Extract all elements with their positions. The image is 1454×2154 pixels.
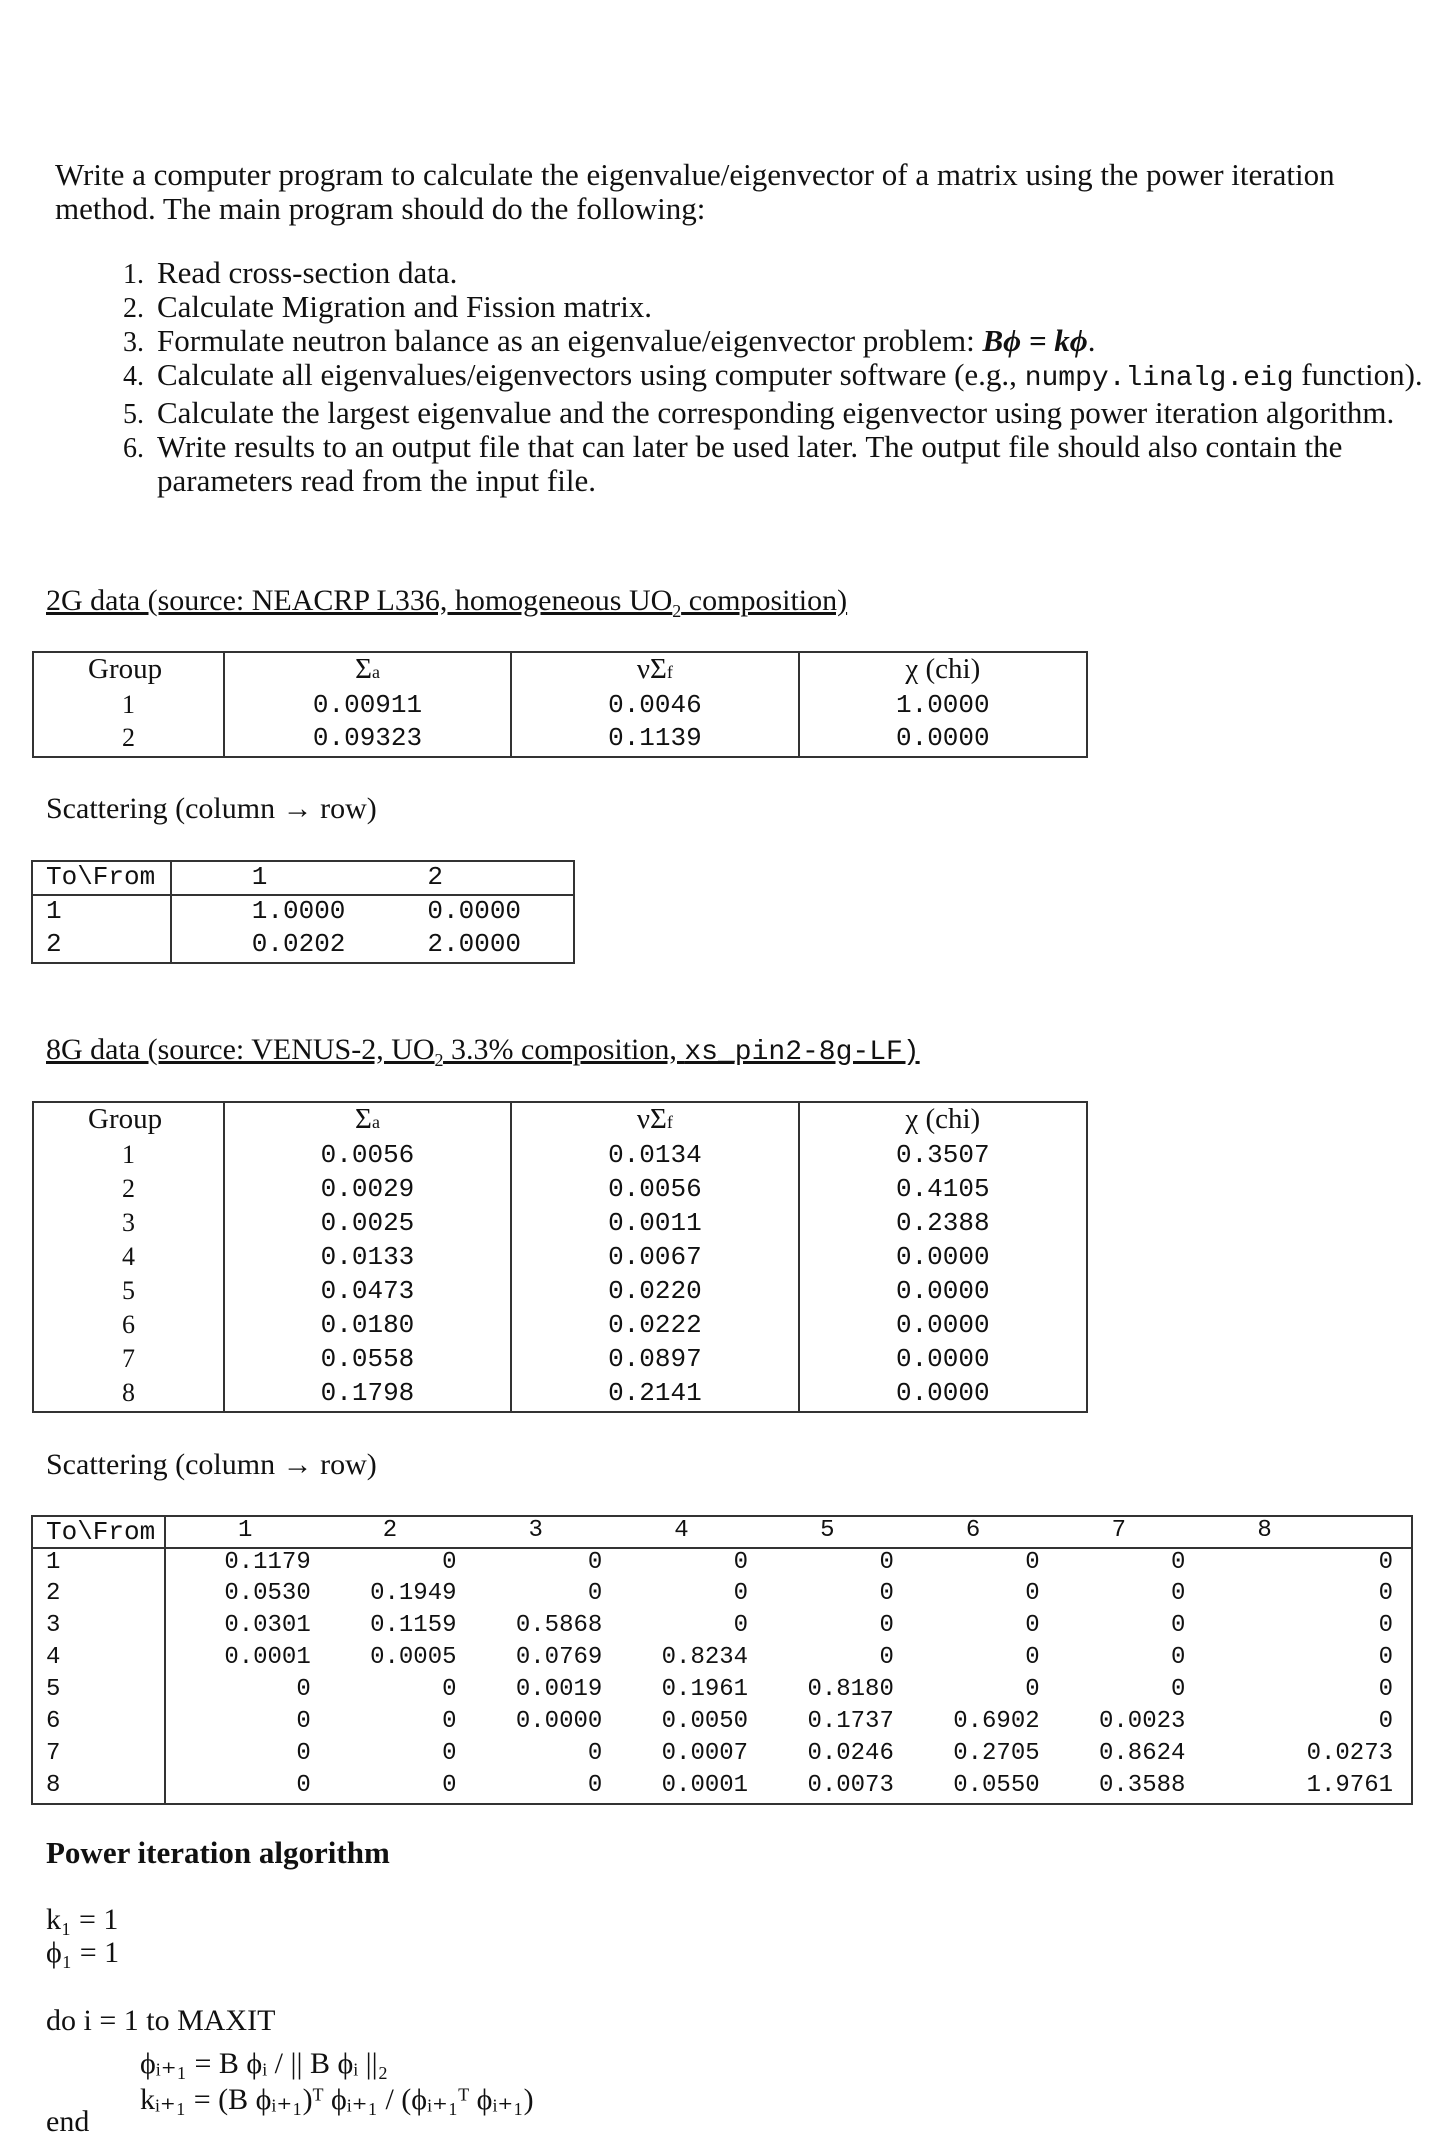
matrix-cell: 0.0001 [224,1644,311,1671]
corner-cell: To\From [32,1516,165,1548]
row-header: 4 [32,1644,165,1676]
nu-sigma-f-cell: 0.1139 [511,723,798,757]
step-item [151,290,1454,324]
scattering-row [32,1772,1412,1804]
row-header: 8 [32,1772,165,1804]
matrix-cell: 0 [1025,1549,1040,1576]
heading-text: 3.3% composition, [443,1033,685,1066]
chi-cell: 0.4105 [895,1174,990,1204]
matrix-cell: 0.0019 [515,1676,603,1703]
nu-sigma-f-cell: 0.0897 [511,1344,798,1378]
matrix-cell: 0.1949 [370,1580,457,1607]
matrix-cell: 0 [587,1549,603,1576]
matrix-cell: 0.0769 [515,1644,603,1671]
intro-paragraph: Write a computer program to calculate the eigenvalue/eigenvector of a matrix using the power iteration method. The main program should do the following: [55,157,1335,226]
chi-cell: 0.0000 [895,1276,990,1306]
matrix-cell: 0 [1378,1612,1393,1639]
sigma-a-cell: 0.0056 [224,1140,511,1174]
nu-sigma-f-cell: 0.0222 [511,1310,798,1344]
step-item [151,396,1454,430]
matrix-cell: 2.0000 [427,929,522,959]
group-cell: 4 [33,1242,224,1276]
group-cell: 1 [33,690,224,723]
matrix-cell: 0 [296,1740,311,1767]
matrix-cell: 0 [1171,1549,1186,1576]
heading-text: 2G data (source: NEACRP L336, homogeneous UO [46,584,673,617]
matrix-cell: 0 [296,1708,311,1735]
matrix-cell: 0 [296,1772,311,1799]
matrix-cell: 0 [296,1676,311,1703]
matrix-cell: 0 [733,1580,749,1607]
matrix-cell: 0.0550 [953,1772,1040,1799]
sigma-a-cell: 0.0558 [224,1344,511,1378]
col-header-sigma-a: Σa [224,1102,511,1140]
matrix-cell: 0.0000 [515,1708,603,1735]
xs-table-2g [32,651,1088,758]
nu-sigma-f-cell: 0.0134 [511,1140,798,1174]
chi-cell: 0.0000 [895,723,990,753]
nu-sigma-f-cell: 0.0046 [511,690,798,723]
col-header: 1 [237,1517,253,1544]
row-header: 5 [32,1676,165,1708]
step-text: Calculate Migration and Fission matrix. [157,289,653,324]
group-cell: 1 [33,1140,224,1174]
group-cell: 8 [33,1378,224,1412]
matrix-cell: 0 [1025,1644,1040,1671]
row-header: 1 [32,895,171,929]
sigma-a-cell: 0.1798 [224,1378,511,1412]
row-header: 6 [32,1708,165,1740]
algorithm-end: end [46,2105,90,2138]
matrix-cell: 0 [1171,1612,1186,1639]
col-header: 6 [965,1517,981,1544]
matrix-cell: 0 [733,1549,749,1576]
heading-2g [46,584,847,622]
equation: Bϕ = kϕ [982,323,1088,358]
matrix-cell: 0.3588 [1099,1772,1186,1799]
row-header: 2 [32,1580,165,1612]
steps-list [95,256,1454,498]
sigma-a-cell: 0.0133 [224,1242,511,1276]
step-item [151,324,1454,358]
nu-sigma-f-cell: 0.0220 [511,1276,798,1310]
matrix-cell: 0.2705 [953,1740,1040,1767]
step-item [151,430,1454,498]
matrix-cell: 0.0050 [661,1708,749,1735]
col-header-sigma-a: Σa [224,652,511,690]
group-cell: 7 [33,1344,224,1378]
chi-cell: 0.2388 [895,1208,990,1238]
group-cell: 3 [33,1208,224,1242]
matrix-cell: 0.0530 [224,1580,311,1607]
scattering-table-2g [31,860,575,964]
scattering-row [32,1644,1412,1676]
matrix-cell: 0 [442,1676,457,1703]
scattering-row [32,1548,1412,1580]
matrix-cell: 0.0005 [370,1644,457,1671]
matrix-cell: 0.1737 [807,1708,894,1735]
algorithm-title: Power iteration algorithm [46,1835,390,1870]
matrix-cell: 0.8234 [661,1644,749,1671]
heading-subscript: 2 [672,601,682,621]
algorithm-init-k: k₁ = 1 [46,1903,119,1936]
group-cell: 5 [33,1276,224,1310]
sigma-a-cell: 0.0180 [224,1310,511,1344]
col-header-chi: χ (chi) [905,1103,981,1135]
sigma-a-cell: 0.0473 [224,1276,511,1310]
matrix-cell: 0.1179 [224,1549,311,1576]
matrix-cell: 0 [879,1644,894,1671]
scattering-row [32,1708,1412,1740]
nu-sigma-f-cell: 0.2141 [511,1378,798,1412]
nu-sigma-f-cell: 0.0056 [511,1174,798,1208]
heading-8g [46,1033,920,1071]
chi-cell: 0.3507 [895,1140,990,1170]
matrix-cell: 0.0023 [1099,1708,1186,1735]
matrix-cell: 0.1159 [370,1612,457,1639]
matrix-cell: 0 [442,1708,457,1735]
sigma-a-cell: 0.09323 [224,723,511,757]
col-header: 8 [1257,1517,1272,1544]
matrix-cell: 0 [1171,1676,1186,1703]
step-text: function). [1293,357,1423,392]
matrix-cell: 0 [1025,1580,1040,1607]
row-header: 1 [32,1548,165,1580]
col-header-nu-sigma-f: νΣf [511,1102,798,1140]
nu-sigma-f-cell: 0.0011 [511,1208,798,1242]
code-snippet: numpy.linalg.eig [1024,363,1294,394]
heading-text: composition) [681,584,848,617]
step-text: Calculate all eigenvalues/eigenvectors using computer software (e.g., [157,357,1025,392]
row-header: 2 [32,929,171,963]
sigma-a-cell: 0.0025 [224,1208,511,1242]
step-text: Calculate the largest eigenvalue and the corresponding eigenvector using power iteration algorithm. [157,395,1395,430]
matrix-cell: 0 [1171,1580,1186,1607]
matrix-cell: 0.8624 [1099,1740,1186,1767]
step-text: Formulate neutron balance as an eigenvalue/eigenvector problem: [157,323,983,358]
matrix-cell: 1.0000 [251,896,346,926]
matrix-cell: 0 [879,1580,894,1607]
chi-cell: 0.0000 [895,1378,990,1408]
chi-cell: 0.0000 [895,1310,990,1340]
row-header: 3 [32,1612,165,1644]
matrix-cell: 0.0246 [807,1740,894,1767]
scattering-row [32,1740,1412,1772]
scattering-label-2g: Scattering (column → row) [46,792,377,825]
matrix-cell: 1.9761 [1306,1772,1393,1799]
group-cell: 6 [33,1310,224,1344]
matrix-cell: 0.0001 [661,1772,749,1799]
group-cell: 2 [33,723,224,757]
matrix-cell: 0.1961 [661,1676,749,1703]
group-cell: 2 [33,1174,224,1208]
col-header-group: Group [33,652,224,690]
algorithm-init-phi: ϕ₁ = 1 [46,1936,120,1969]
heading-subscript: 2 [434,1050,444,1070]
matrix-cell: 0 [1378,1708,1393,1735]
matrix-cell: 0 [587,1740,603,1767]
matrix-cell: 0.5868 [515,1612,603,1639]
scattering-label-8g: Scattering (column → row) [46,1448,377,1481]
scattering-table-8g [31,1515,1413,1805]
matrix-cell: 0.0073 [807,1772,894,1799]
matrix-cell: 0 [1171,1644,1186,1671]
matrix-cell: 0 [442,1549,457,1576]
scattering-row [32,1676,1412,1708]
scattering-row [32,1580,1412,1612]
col-header: 2 [382,1517,398,1544]
xs-table-8g [32,1101,1088,1413]
sigma-a-cell: 0.0029 [224,1174,511,1208]
row-header: 7 [32,1740,165,1772]
col-header: 3 [528,1517,543,1544]
matrix-cell: 0 [1378,1676,1393,1703]
algorithm-line-1: ϕᵢ₊₁ = B ϕᵢ / || B ϕᵢ ||₂ [140,2047,389,2080]
matrix-cell: 0 [733,1612,749,1639]
matrix-cell: 0.0301 [224,1612,311,1639]
col-header-group: Group [33,1102,224,1140]
matrix-cell: 0 [587,1580,603,1607]
matrix-cell: 0.0273 [1306,1740,1393,1767]
sigma-a-cell: 0.00911 [224,690,511,723]
col-header: 2 [427,862,444,892]
col-header: 4 [674,1517,689,1544]
matrix-cell: 0 [1378,1549,1393,1576]
matrix-cell: 0.0202 [251,929,346,959]
algorithm-line-2: kᵢ₊₁ = (B ϕᵢ₊₁)ᵀ ϕᵢ₊₁ / (ϕᵢ₊₁ᵀ ϕᵢ₊₁) [140,2083,534,2116]
heading-code: xs_pin2-8g-LF) [684,1037,920,1068]
step-text: Write results to an output file that can later be used later. The output file should also contain the parameters read from the input file. [157,429,1343,498]
matrix-cell: 0 [1025,1676,1040,1703]
matrix-cell: 0.8180 [807,1676,894,1703]
matrix-cell: 0 [1025,1612,1040,1639]
algorithm-loop: do i = 1 to MAXIT [46,2004,276,2037]
step-text: Read cross-section data. [157,255,458,290]
chi-cell: 0.0000 [895,1344,990,1374]
matrix-cell: 0 [587,1772,603,1799]
matrix-cell: 0 [879,1612,894,1639]
matrix-cell: 0.0000 [427,896,522,926]
step-text: . [1087,323,1096,358]
matrix-cell: 0.6902 [953,1708,1040,1735]
col-header: 5 [820,1517,835,1544]
matrix-cell: 0 [1378,1644,1393,1671]
scattering-row [32,1612,1412,1644]
step-item [151,256,1454,290]
step-item [151,358,1454,396]
matrix-cell: 0 [1378,1580,1393,1607]
nu-sigma-f-cell: 0.0067 [511,1242,798,1276]
chi-cell: 1.0000 [895,690,990,720]
col-header: 7 [1111,1517,1127,1544]
heading-text: 8G data (source: VENUS-2, UO [46,1033,435,1066]
col-header-nu-sigma-f: νΣf [511,652,798,690]
chi-cell: 0.0000 [895,1242,990,1272]
col-header: 1 [251,862,268,892]
matrix-cell: 0 [879,1549,894,1576]
matrix-cell: 0.0007 [661,1740,749,1767]
col-header-chi: χ (chi) [905,653,981,685]
matrix-cell: 0 [442,1772,457,1799]
matrix-cell: 0 [442,1740,457,1767]
corner-cell: To\From [32,861,171,895]
